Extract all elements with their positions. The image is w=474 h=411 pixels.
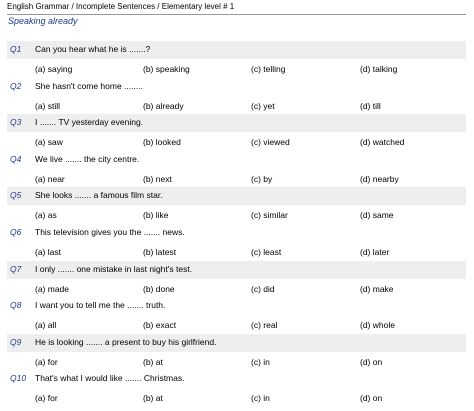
option-d[interactable]: (d) till [360, 100, 381, 111]
question-number: Q1 [10, 44, 22, 54]
option-a[interactable]: (a) saw [35, 137, 63, 148]
question-text: Can you hear what he is .......? [35, 44, 151, 54]
question-text: I want you to tell me the ....... truth. [35, 300, 166, 311]
option-d[interactable]: (d) later [360, 246, 390, 257]
question-prompt-row [7, 334, 466, 352]
option-c[interactable]: (c) viewed [251, 137, 290, 148]
option-b[interactable]: (b) like [143, 210, 169, 221]
option-d[interactable]: (d) on [360, 356, 383, 367]
option-d[interactable]: (d) nearby [360, 173, 399, 184]
option-row [7, 242, 466, 260]
option-b[interactable]: (b) at [143, 356, 163, 367]
option-row [7, 352, 466, 370]
question-item [7, 224, 466, 261]
question-list [7, 41, 466, 407]
question-number: Q4 [10, 153, 22, 164]
option-a[interactable]: (a) for [35, 356, 58, 367]
question-number: Q3 [10, 117, 22, 128]
option-row [7, 279, 466, 297]
option-b[interactable]: (b) exact [143, 320, 177, 331]
question-prompt-row [7, 114, 466, 132]
question-item [7, 334, 466, 371]
option-c[interactable]: (c) least [251, 246, 282, 257]
question-item [7, 114, 466, 151]
option-b[interactable]: (b) speaking [143, 64, 190, 74]
option-b[interactable]: (b) at [143, 393, 163, 404]
question-prompt-row [7, 187, 466, 205]
question-prompt-row [7, 370, 466, 388]
option-a[interactable]: (a) near [35, 173, 65, 184]
question-item [7, 187, 466, 224]
option-b[interactable]: (b) already [143, 100, 184, 111]
question-prompt-row [7, 297, 466, 315]
question-text: He is looking ....... a present to buy his girlfriend. [35, 336, 217, 347]
option-a[interactable]: (a) last [35, 246, 61, 257]
option-d[interactable]: (d) same [360, 210, 394, 221]
question-prompt-row [7, 78, 466, 96]
option-row [7, 132, 466, 150]
question-number: Q6 [10, 226, 22, 237]
question-text: She hasn't come home ........ [35, 80, 143, 91]
option-row [7, 169, 466, 187]
question-text: She looks ....... a famous film star. [35, 190, 163, 201]
question-text: I ....... TV yesterday evening. [35, 117, 144, 128]
question-item [7, 41, 466, 78]
question-text: I only ....... one mistake in last night's test. [35, 263, 193, 274]
option-row [7, 205, 466, 223]
question-prompt-row [7, 41, 466, 59]
option-d[interactable]: (d) on [360, 393, 383, 404]
option-b[interactable]: (b) next [143, 173, 172, 184]
option-d[interactable]: (d) make [360, 283, 394, 294]
question-number: Q8 [10, 300, 22, 311]
question-item [7, 297, 466, 334]
option-row [7, 96, 466, 114]
option-c[interactable]: (c) telling [251, 64, 286, 74]
question-prompt-row [7, 224, 466, 242]
question-prompt-row [7, 261, 466, 279]
option-b[interactable]: (b) done [143, 283, 175, 294]
option-d[interactable]: (d) watched [360, 137, 405, 148]
question-number: Q5 [10, 190, 22, 201]
question-item [7, 78, 466, 115]
page-subtitle: Speaking already [8, 16, 78, 26]
question-number: Q2 [10, 80, 22, 91]
option-c[interactable]: (c) yet [251, 100, 275, 111]
header [7, 2, 466, 15]
question-number: Q10 [10, 373, 27, 384]
option-c[interactable]: (c) by [251, 173, 273, 184]
question-text: That's what I would like ....... Christmas. [35, 373, 185, 384]
option-c[interactable]: (c) in [251, 356, 270, 367]
option-c[interactable]: (c) similar [251, 210, 288, 221]
option-d[interactable]: (d) talking [360, 64, 398, 74]
option-d[interactable]: (d) whole [360, 320, 395, 331]
question-item [7, 370, 466, 407]
option-a[interactable]: (a) still [35, 100, 61, 111]
option-c[interactable]: (c) real [251, 320, 278, 331]
breadcrumb: English Grammar / Incomplete Sentences / Elementary level # 1 [7, 2, 235, 11]
option-row [7, 59, 466, 77]
question-text: We live ....... the city centre. [35, 153, 140, 164]
option-c[interactable]: (c) did [251, 283, 275, 294]
option-row [7, 315, 466, 333]
option-a[interactable]: (a) saying [35, 64, 73, 74]
option-a[interactable]: (a) made [35, 283, 70, 294]
question-text: This television gives you the ....... news. [35, 226, 185, 237]
question-number: Q9 [10, 336, 22, 347]
question-number: Q7 [10, 263, 22, 274]
option-row [7, 388, 466, 406]
option-b[interactable]: (b) looked [143, 137, 181, 148]
option-c[interactable]: (c) in [251, 393, 270, 404]
option-a[interactable]: (a) all [35, 320, 57, 331]
question-item [7, 151, 466, 188]
option-a[interactable]: (a) for [35, 393, 58, 404]
option-b[interactable]: (b) latest [143, 246, 177, 257]
question-item [7, 261, 466, 298]
question-prompt-row [7, 151, 466, 169]
option-a[interactable]: (a) as [35, 210, 57, 221]
